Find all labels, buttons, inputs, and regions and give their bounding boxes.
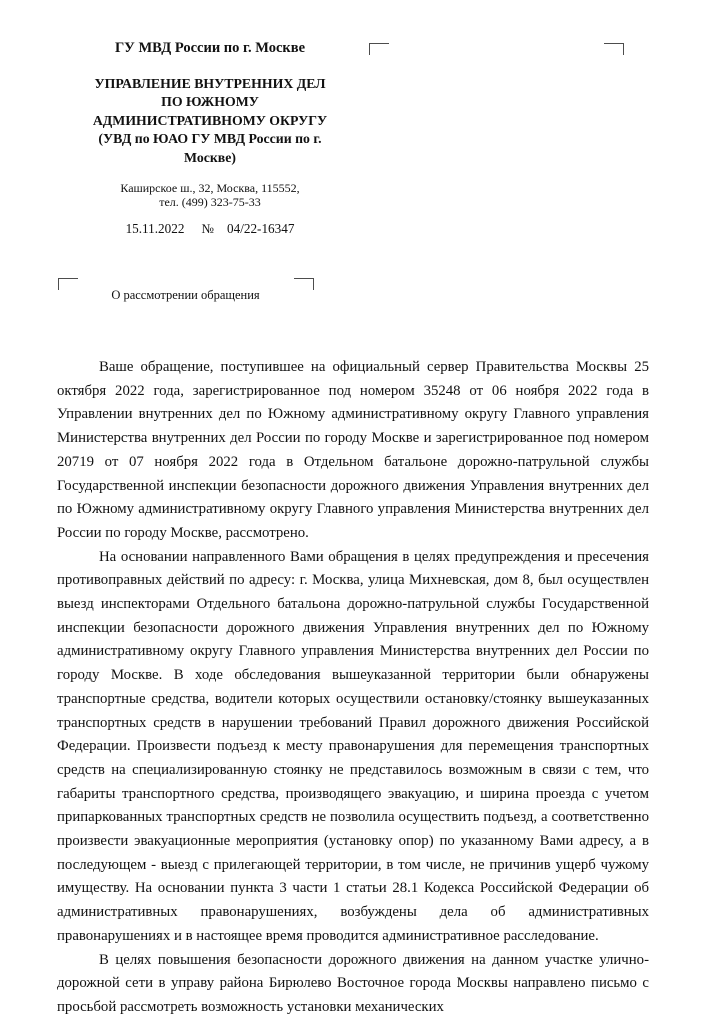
document-number: 04/22-16347 xyxy=(227,221,295,237)
date-and-number-row xyxy=(60,221,360,236)
letter-body xyxy=(57,356,649,1020)
parent-agency-name: ГУ МВД России по г. Москве xyxy=(114,40,306,56)
org-name xyxy=(60,75,360,167)
org-name-line: АДМИНИСТРАТИВНОМУ ОКРУГУ xyxy=(92,112,328,128)
subject-line: О рассмотрении обращения xyxy=(111,288,260,302)
body-paragraph-3: В целях повышения безопасности дорожного движения на данном участке улично-дорожной сети в управу района Бирюлево Восточное города Москвы направлено письмо с просьбой рассмотреть возможность установки механических xyxy=(57,951,649,1015)
letterhead xyxy=(60,40,360,236)
org-address xyxy=(60,182,360,209)
org-name-line: УПРАВЛЕНИЕ ВНУТРЕННИХ ДЕЛ xyxy=(94,76,326,91)
numero-sign: № xyxy=(201,221,215,237)
body-paragraph-1: Ваше обращение, поступившее на официальный сервер Правительства Москвы 25 октября 2022 года, зарегистрированное под номером 35248 от 06 ноября 2022 года в Управлении внутренних дел по Южному административному округу Главного управления Министерства внутренних дел России по городу Москве и зарегистрированное под номером 20719 от 07 ноября 2022 года в Отдельном батальоне дорожно-патрульной службы Государственной инспекции безопасности дорожного движения Управления внутренних дел по Южному административному округу Главного управления Министерства внутренних дел России по городу Москве, рассмотрено. xyxy=(57,359,649,541)
document-date: 15.11.2022 xyxy=(125,221,185,237)
org-name-line: Москве) xyxy=(184,149,236,165)
body-paragraph-2: На основании направленного Вами обращения в целях предупреждения и пресечения противоправных действий по адресу: г. Москва, улица Михневская, дом 8, был осуществлен выезд инспекторами Отдельного батальона дорожно-патрульной службы Государственной инспекции безопасности дорожного движения Управления внутренних дел по Южному административному округу Главного управления Министерства внутренних дел России по городу Москве. В ходе обследования вышеуказанной территории были обнаружены транспортные средства, водители которых осуществили остановку/стоянку вышеуказанных транспортных средств в нарушении требований Правил дорожного движения Российской Федерации. Произвести подъезд к месту правонарушения для перемещения транспортных средств на специализированную стоянку не представилось возможным в связи с тем, что габариты транспортного средства, производящего эвакуацию, и ширина проезда с учетом припаркованных транспортных средств не позволила осуществить подъезд, а соответственно произвести эвакуационные мероприятия (установку опор) по указанному Вами адресу, а в последующем - выезд с прилегающей территории, в том числе, не причинив ущерб чужому имуществу. На основании пункта 3 части 1 статьи 28.1 Кодекса Российской Федерации об административных правонарушениях, возбуждены дела об административных правонарушениях и в настоящее время проводится административное расследование. xyxy=(57,548,649,944)
addressee-field-corner-right xyxy=(604,43,624,55)
address-line-2: тел. (499) 323-75-33 xyxy=(159,194,261,209)
org-name-line: (УВД по ЮАО ГУ МВД России по г. xyxy=(98,131,322,147)
addressee-field-corner-left xyxy=(369,43,389,55)
org-name-line: ПО ЮЖНОМУ xyxy=(161,94,259,110)
address-line-1: Каширское ш., 32, Москва, 115552, xyxy=(120,181,300,196)
